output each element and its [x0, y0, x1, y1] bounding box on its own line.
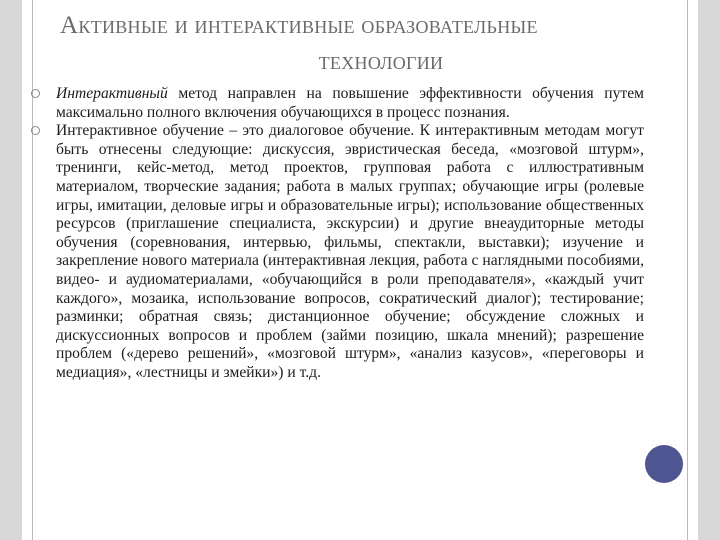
decorative-circle — [645, 445, 683, 483]
bullet-item-interactive-method — [56, 85, 644, 122]
bullet-item-text: метод направлен на повышение эффективности обучения путем максимально полного включения обучающихся в процесс познания. — [56, 85, 644, 121]
bullet-item-text: Интерактивное обучение – это диалоговое обучение. К интерактивным методам могут быть отнесены следующие: дискуссия, эвристическая беседа, «мозговой штурм», тренинги, кейс-метод, метод проектов, групповая работа с иллюстративным материалом, творческие задания; работа в малых группах; обучающие игры (ролевые игры, имитации, деловые игры и образовательные игры); использование общественных ресурсов (приглашение специалиста, экскурсии) и другие внеаудиторные методы обучения (соревнования, интервью, фильмы, спектакли, выставки); изучение и закрепление нового материала (интерактивная лекция, работа с наглядными пособиями, видео- и аудиоматериалами, «обучающийся в роли преподавателя», «каждый учит каждого», мозаика, использование вопросов, сократический диалог); тестирование; разминки; обратная связь; дистанционное обучение; обсуждение сложных и дискуссионных вопросов и проблем (займи позицию, шкала мнений); разрешение проблем («дерево решений», «мозговой штурм», «анализ казусов», «переговоры и медиация», «лестницы и змейки») и т.д. — [56, 122, 644, 381]
bullet-item-interactive-learning — [56, 122, 644, 382]
left-border-stripe — [0, 0, 22, 540]
bullet-item-lead-term: Интерактивный — [56, 85, 168, 102]
slide-title-line-2: технологии — [318, 48, 444, 75]
hollow-circle-bullet-icon — [31, 126, 40, 135]
slide-title — [56, 8, 676, 80]
slide-title-line-1: Активные и интерактивные образовательные — [60, 12, 538, 39]
left-border-rule — [32, 0, 33, 540]
right-border-rule — [687, 0, 688, 540]
slide-content — [56, 85, 644, 383]
hollow-circle-bullet-icon — [31, 89, 40, 98]
right-border-stripe — [698, 0, 720, 540]
